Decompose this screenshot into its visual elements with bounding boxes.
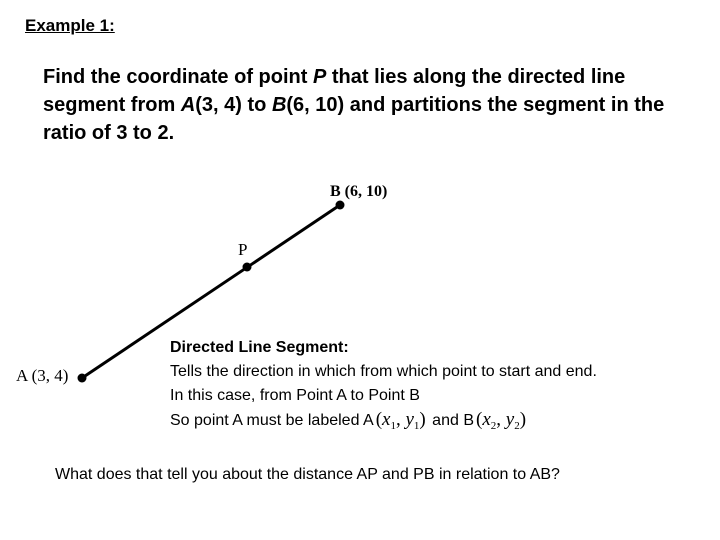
coord-b-x-subscript: 2 — [490, 420, 497, 432]
coord-b-open-paren: ( — [476, 409, 483, 430]
info-line-3 — [170, 408, 597, 438]
point-p-label: P — [238, 240, 248, 259]
coord-a-y: y — [405, 409, 414, 430]
coord-a-open-paren: ( — [375, 409, 383, 430]
point-b-dot — [336, 201, 345, 210]
info-title: Directed Line Segment: — [170, 339, 349, 356]
info-line-3-prefix: So point A must be labeled A — [170, 412, 374, 429]
problem-point-a: A — [180, 94, 196, 116]
coord-b-comma: , — [496, 409, 506, 430]
coord-a-y-subscript: 1 — [413, 420, 420, 432]
point-b-label: B (6, 10) — [330, 183, 388, 200]
problem-text-3: (3, 4) to — [195, 94, 272, 116]
question-text: What does that tell you about the distance AP and PB in relation to AB? — [55, 466, 560, 483]
problem-point-p: P — [312, 66, 327, 88]
point-a-dot — [78, 374, 87, 383]
coord-b-x: x — [482, 409, 491, 430]
coordinate-a — [376, 409, 426, 430]
coord-a-close-paren: ) — [419, 409, 426, 430]
coord-b-close-paren: ) — [519, 409, 527, 430]
example-heading: Example 1: — [25, 16, 115, 35]
info-box — [170, 336, 597, 438]
problem-text-4: (6, 10) and partitions the segment in the ratio of 3 to 2. — [43, 94, 665, 144]
info-line-2: In this case, from Point A to Point B — [170, 387, 420, 404]
point-p-dot — [243, 263, 252, 272]
point-a-label: A (3, 4) — [16, 366, 69, 385]
info-line-1: Tells the direction in which from which point to start and end. — [170, 363, 597, 380]
coord-a-x-subscript: 1 — [390, 420, 396, 432]
coord-a-x: x — [382, 409, 391, 430]
coord-b-y: y — [505, 409, 515, 430]
problem-text-1: Find the coordinate of point — [43, 66, 313, 88]
coord-a-comma: , — [395, 409, 406, 430]
coordinate-b — [476, 409, 526, 430]
problem-point-b: B — [271, 94, 287, 116]
info-line-3-mid: and B — [427, 412, 474, 429]
coord-b-y-subscript: 2 — [514, 420, 520, 432]
problem-text-2: that lies along the directed line segment from — [43, 66, 626, 116]
